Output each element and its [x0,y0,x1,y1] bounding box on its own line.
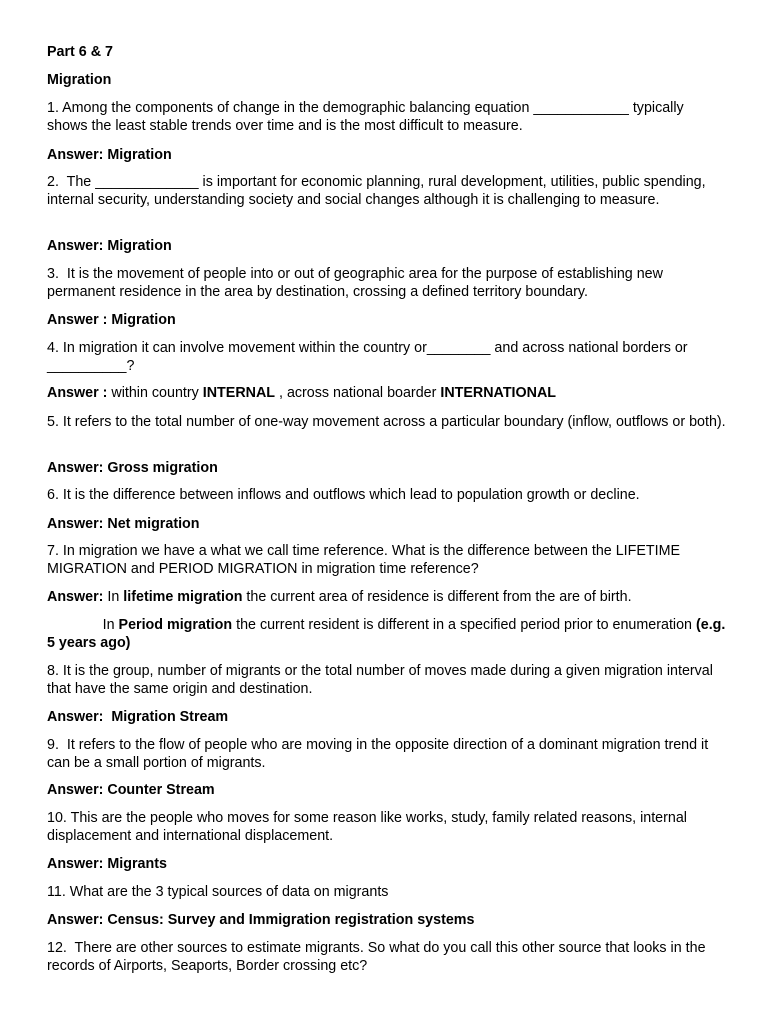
question-5: 5. It refers to the total number of one-way movement across a particular boundary (inflow, outflows or both). [47,414,726,430]
answer-10: Answer: Migrants [47,856,167,872]
answer-7-period [47,616,730,652]
answer-5: Answer: Gross migration [47,460,218,476]
question-7: 7. In migration we have a what we call time reference. What is the difference between the LIFETIME MIGRATION and PERIOD MIGRATION in migration time reference? [47,543,685,577]
part-heading: Part 6 & 7 [47,44,113,60]
answer-7-lifetime [47,588,727,606]
answer-9: Answer: Counter Stream [47,782,215,798]
answer-text: the current area of residence is different from the are of birth. [242,589,632,605]
answer-text: within country [107,385,203,401]
answer-4 [47,384,727,402]
answer-2: Answer: Migration [47,238,172,254]
answer-text: , across national boarder [275,385,441,401]
question-12: 12. There are other sources to estimate migrants. So what do you call this other source that looks in the records of Airports, Seaports, Border crossing etc? [47,940,710,974]
question-6: 6. It is the difference between inflows and outflows which lead to population growth or decline. [47,487,640,503]
answer-label: Answer : [47,385,108,401]
question-3: 3. It is the movement of people into or out of geographic area for the purpose of establishing new permanent residence in the area by destination, crossing a defined territory boundary. [47,266,667,300]
question-11: 11. What are the 3 typical sources of data on migrants [47,884,389,900]
answer-3: Answer : Migration [47,312,176,328]
answer-6: Answer: Net migration [47,516,200,532]
answer-text: In [103,589,124,605]
answer-term: lifetime migration [123,589,243,605]
answer-text: the current resident is different in a specified period prior to enumeration [232,617,696,633]
question-1: 1. Among the components of change in the demographic balancing equation ____________ typically shows the least stable trends over time and is the most difficult to measure. [47,100,688,134]
answer-label: Answer: [47,589,104,605]
question-9: 9. It refers to the flow of people who are moving in the opposite direction of a dominant migration trend it can be a small portion of migrants. [47,737,713,771]
answer-term: INTERNAL [202,385,276,401]
question-4: 4. In migration it can involve movement within the country or________ and across national borders or __________? [47,340,692,374]
answer-8: Answer: Migration Stream [47,709,229,725]
answer-term: Period migration [118,617,233,633]
answer-term: INTERNATIONAL [440,385,557,401]
answer-term: (e.g. 5 years ago) [47,617,730,651]
answer-1: Answer: Migration [47,147,172,163]
question-8: 8. It is the group, number of migrants or the total number of moves made during a given migration interval that have the same origin and destination. [47,663,717,697]
question-2: 2. The _____________ is important for economic planning, rural development, utilities, public spending, internal security, understanding society and social changes although it is challenging to measure. [47,174,710,208]
answer-text: In [47,617,119,633]
section-title: Migration [47,72,112,88]
answer-11: Answer: Census: Survey and Immigration registration systems [47,912,475,928]
question-10: 10. This are the people who moves for some reason like works, study, family related reasons, internal displacement and international displacement. [47,810,691,844]
